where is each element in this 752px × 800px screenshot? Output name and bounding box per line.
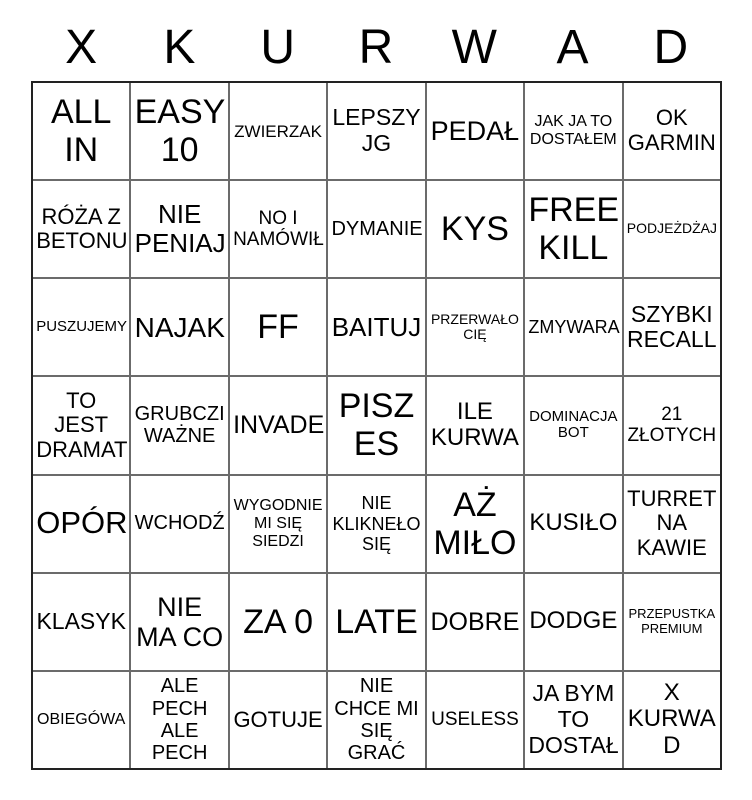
- bingo-cell[interactable]: [328, 476, 424, 572]
- bingo-cell-text: DOBRE: [430, 607, 520, 636]
- bingo-cell[interactable]: [427, 181, 523, 277]
- bingo-cell-text: ZA 0: [243, 602, 314, 641]
- bingo-cell[interactable]: [328, 574, 424, 670]
- bingo-cell-text: ZMYWARA: [528, 317, 620, 338]
- bingo-cell[interactable]: [624, 672, 720, 768]
- bingo-title-row: [32, 18, 720, 76]
- bingo-cell-text: FREE KILL: [528, 191, 620, 268]
- bingo-cell-text: AŻ MIŁO: [433, 485, 517, 562]
- bingo-cell-text: ALL IN: [50, 92, 112, 170]
- bingo-cell-text: GOTUJE: [233, 706, 323, 732]
- bingo-cell[interactable]: [33, 476, 129, 572]
- bingo-cell[interactable]: [328, 672, 424, 768]
- bingo-cell-text: DYMANIE: [331, 218, 423, 241]
- bingo-cell-text: NIE CHCE MI SIĘ GRAĆ: [334, 675, 419, 765]
- bingo-cell[interactable]: [427, 83, 523, 179]
- bingo-cell-text: NIE MA CO: [136, 591, 224, 652]
- bingo-grid: [31, 81, 722, 770]
- bingo-cell-text: PISZ ES: [338, 387, 415, 464]
- bingo-cell-text: USELESS: [431, 709, 519, 731]
- bingo-cell-text: WCHODŹ: [134, 512, 225, 535]
- bingo-cell[interactable]: [624, 476, 720, 572]
- title-letter: K: [163, 20, 196, 74]
- bingo-cell-text: ALE PECH ALE PECH: [151, 675, 208, 765]
- bingo-cell[interactable]: [131, 672, 227, 768]
- bingo-cell[interactable]: [230, 181, 326, 277]
- title-letter: A: [556, 20, 589, 74]
- bingo-cell[interactable]: [525, 83, 621, 179]
- bingo-cell[interactable]: [624, 377, 720, 473]
- bingo-cell-text: KYS: [440, 210, 509, 249]
- bingo-cell[interactable]: [230, 279, 326, 375]
- bingo-cell[interactable]: [525, 672, 621, 768]
- bingo-cell-text: NAJAK: [134, 311, 225, 343]
- bingo-cell-text: PRZERWAŁO CIĘ: [430, 310, 519, 343]
- bingo-cell[interactable]: [230, 83, 326, 179]
- bingo-cell-text: PEDAŁ: [430, 115, 520, 146]
- title-letter: X: [65, 20, 98, 74]
- bingo-cell-text: TO JEST DRAMAT: [36, 387, 128, 462]
- bingo-cell-text: ZWIERZAK: [234, 121, 322, 141]
- bingo-cell-text: X KURWA D: [627, 678, 716, 760]
- bingo-cell[interactable]: [328, 83, 424, 179]
- bingo-cell-text: INVADE: [233, 411, 325, 440]
- bingo-cell[interactable]: [624, 574, 720, 670]
- title-letter: W: [451, 20, 497, 74]
- bingo-cell[interactable]: [230, 476, 326, 572]
- bingo-cell[interactable]: [33, 672, 129, 768]
- bingo-cell-text: 21 ZŁOTYCH: [627, 404, 717, 447]
- bingo-cell-text: NIE PENIAJ: [134, 199, 226, 259]
- title-letter: D: [653, 20, 689, 74]
- bingo-cell-text: OK GARMIN: [627, 105, 716, 156]
- bingo-cell-text: PODJEŻDŻAJ: [626, 220, 718, 237]
- bingo-cell-text: NIE KLIKNEŁO SIĘ: [332, 493, 421, 554]
- bingo-cell[interactable]: [525, 476, 621, 572]
- bingo-cell-text: BAITUJ: [331, 311, 422, 342]
- bingo-cell-text: JAK JA TO DOSTAŁEM: [529, 113, 617, 149]
- bingo-cell-text: FF: [257, 308, 299, 347]
- bingo-cell[interactable]: [525, 574, 621, 670]
- bingo-cell[interactable]: [427, 672, 523, 768]
- bingo-cell[interactable]: [131, 279, 227, 375]
- bingo-cell-text: EASY 10: [134, 92, 226, 170]
- bingo-cell[interactable]: [624, 181, 720, 277]
- bingo-cell[interactable]: [427, 574, 523, 670]
- bingo-cell[interactable]: [230, 672, 326, 768]
- bingo-cell[interactable]: [33, 574, 129, 670]
- title-letter: U: [260, 20, 296, 74]
- bingo-cell-text: DOMINACJA BOT: [529, 407, 618, 442]
- bingo-cell[interactable]: [131, 476, 227, 572]
- bingo-cell[interactable]: [427, 279, 523, 375]
- bingo-cell-text: KLASYK: [36, 607, 126, 634]
- bingo-cell-text: LEPSZY JG: [332, 104, 421, 157]
- bingo-cell-text: TURRET NA KAWIE: [627, 485, 717, 560]
- bingo-cell-text: PUSZUJEMY: [36, 317, 128, 335]
- bingo-cell-text: DODGE: [529, 607, 618, 635]
- bingo-cell-text: JA BYM TO DOSTAŁ: [528, 680, 619, 758]
- bingo-cell[interactable]: [33, 279, 129, 375]
- bingo-cell-text: OBIEGÓWA: [37, 710, 126, 728]
- bingo-cell[interactable]: [525, 377, 621, 473]
- bingo-cell-text: PRZEPUSTKA PREMIUM: [628, 606, 716, 636]
- bingo-cell[interactable]: [131, 574, 227, 670]
- bingo-cell[interactable]: [131, 181, 227, 277]
- bingo-cell[interactable]: [33, 377, 129, 473]
- bingo-cell[interactable]: [624, 83, 720, 179]
- bingo-cell[interactable]: [131, 83, 227, 179]
- bingo-cell[interactable]: [131, 377, 227, 473]
- bingo-cell[interactable]: [525, 279, 621, 375]
- bingo-cell[interactable]: [525, 181, 621, 277]
- bingo-cell-text: LATE: [335, 602, 418, 641]
- bingo-cell[interactable]: [230, 377, 326, 473]
- bingo-cell[interactable]: [328, 377, 424, 473]
- bingo-cell-text: NO I NAMÓWIŁ: [233, 207, 324, 251]
- bingo-cell-text: RÓŻA Z BETONU: [36, 203, 128, 254]
- bingo-cell-text: WYGODNIE MI SIĘ SIEDZI: [233, 496, 323, 550]
- bingo-cell-text: GRUBCZI WAŻNE: [134, 403, 225, 448]
- bingo-cell[interactable]: [328, 181, 424, 277]
- bingo-cell-text: ILE KURWA: [430, 397, 519, 452]
- bingo-cell[interactable]: [230, 574, 326, 670]
- bingo-cell[interactable]: [33, 181, 129, 277]
- bingo-cell[interactable]: [328, 279, 424, 375]
- bingo-cell[interactable]: [624, 279, 720, 375]
- bingo-cell[interactable]: [427, 476, 523, 572]
- bingo-cell-text: OPÓR: [36, 505, 128, 541]
- bingo-cell[interactable]: [427, 377, 523, 473]
- bingo-cell[interactable]: [33, 83, 129, 179]
- bingo-cell-text: SZYBKI RECALL: [627, 300, 717, 353]
- bingo-cell-text: KUSIŁO: [529, 509, 618, 537]
- title-letter: R: [358, 20, 394, 74]
